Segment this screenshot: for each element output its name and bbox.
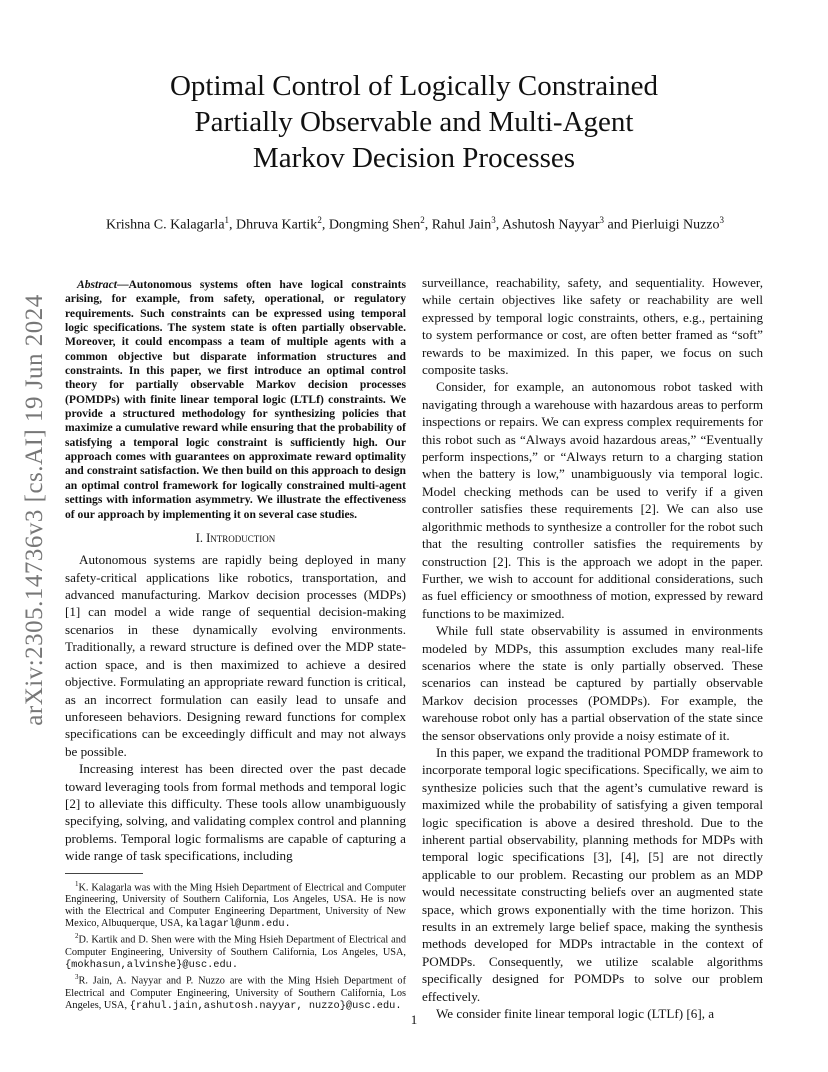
abstract [65,278,406,522]
paper-title [64,68,764,176]
body-paragraph: Autonomous systems are rapidly being deployed in many safety-critical applications like robotics, transportation, and advanced manufacturing. Markov decision processes (MDPs) [1] can model a wide range of sequential decision-making scenarios in these dynamically evolving environments. Traditionally, a reward structure is defined over the MDP state-action space, and is then maximized to achieve a desired objective. Formulating an appropriate reward function is critical, as an incorrect formulation can easily lead to unsafe and unforeseen behaviors. Designing reward functions for complex specifications can be exceedingly difficult and may not always be possible. [65,552,406,759]
author-name: Pierluigi Nuzzo [631,217,720,233]
section-heading: I. Introduction [195,530,276,545]
author-name: Dongming Shen [328,217,421,233]
author-affiliation: 3 [599,215,605,225]
footnote-email[interactable]: {mokhasun,alvinshe}@usc.edu. [65,958,239,971]
footnote-mark: 2 [75,932,79,941]
arxiv-stamp [10,294,60,726]
author-affiliation: 2 [317,215,322,225]
footnote-mark: 3 [75,973,79,982]
author-affiliation: 3 [719,215,725,225]
footnote-email[interactable]: {rahul.jain,ashutosh.nayyar, nuzzo}@usc.edu. [129,999,402,1012]
author-affiliation: 1 [224,215,230,225]
author-name: Dhruva Kartik [236,217,318,233]
body-paragraph: While full state observability is assumed in environments modeled by MDPs, this assumption excludes many real-life scenarios where the state is only partially observed. These scenarios can instead be captured by partially observable Markov decision processes (POMDPs). For example, the warehouse robot only has a partial observation of the state since the sensor observations only provide a noisy estimate of it. [422,623,763,743]
footnote-rule [65,873,143,874]
footnote-mark: 1 [75,879,79,888]
footnote-text: D. Kartik and D. Shen were with the Ming Hsieh Department of Electrical and Computer Engineering, University of Southern California, Los Angeles, USA, [65,934,406,958]
abstract-label: Abstract [77,278,117,291]
right-column [422,274,763,1022]
body-paragraph: Consider, for example, an autonomous robot tasked with navigating through a warehouse with hazardous areas to perform inspections or repairs. We can express complex requirements for this robot such as “Always avoid hazardous areas,” “Eventually perform inspections,” or “Always return to a charging station when the battery is low,” unambiguously via temporal logic. Model checking methods can be used to verify if a given controller satisfies these requirements [2]. We can also use algorithmic methods to synthesize a controller for the robot such that the resulting controller satisfies the requirements by construction [2]. This is the approach we adopt in the paper. Further, we wish to account for additional considerations, such as fuel efficiency or smoothness of motion, expressed by reward functions to be maximized. [422,379,763,621]
arxiv-stamp-text: arXiv:2305.14736v3 [cs.AI] 19 Jun 2024 [21,294,48,726]
body-paragraph: In this paper, we expand the traditional POMDP framework to incorporate temporal logic specifications. Specifically, we aim to synthesize policies such that the agent’s cumulative reward is maximized while the probability of satisfying a given temporal logic specification is above a desired threshold. Due to the inherent partial observability, planning methods for MDPs with temporal logic specifications [3], [4], [5] are not directly applicable to our problem. Recasting our problem as an MDP would necessitate constructing beliefs over an augmented state space, which grows exponentially with the time horizon. This results in an extremely large belief space, making the synthesis methods developed for MDPs intractable in the context of POMDPs. Consequently, we utilize scalable algorithms specifically designed for POMDPs to solve our problem effectively. [422,744,763,1004]
footnote-text: R. Jain, A. Nayyar and P. Nuzzo are with the Ming Hsieh Department of Electrical and Computer Engineering, University of Southern California, Los Angeles, USA, [65,975,406,1011]
footnote-text: K. Kalagarla was with the Ming Hsieh Department of Electrical and Computer Engineering, University of Southern California, Los Angeles, USA. He is now with the Electrical and Computer Engineering Department, University of New Mexico, Albuquerque, USA, [65,881,406,930]
page-number: 1 [410,1012,418,1027]
author-affiliation: 2 [420,215,425,225]
body-paragraph: We consider finite linear temporal logic (LTLf) [6], a [436,1006,715,1022]
footnote [65,930,406,971]
left-column [65,278,406,1012]
footnote [65,971,406,1012]
author-name: Krishna C. Kalagarla [105,217,225,233]
abstract-text: —Autonomous systems often have logical constraints arising, for example, from safety, operational, or regulatory requirements. Such constraints can be expressed using temporal logic specifications. The system state is often partially observable. Moreover, it could encompass a team of multiple agents with a common objective but disparate information structures and constraints. In this paper, we first introduce an optimal control theory for partially observable Markov decision processes (POMDPs) with finite linear temporal logic (LTLf) constraints. We provide a structured methodology for synthesizing policies that maximize a cumulative reward while ensuring that the probability of satisfying a temporal logic constraint is sufficiently high. Our approach comes with guarantees on approximate reward optimality and constraint satisfaction. We then build on this approach to design an optimal control framework for logically constrained multi-agent settings with information asymmetry. We illustrate the effectiveness of our approach by implementing it on several case studies. [65,278,406,521]
footnote-email[interactable]: kalagarl@unm.edu. [185,918,291,931]
author-affiliation: 3 [491,215,496,225]
title-line: Optimal Control of Logically Constrained [169,70,659,102]
author-name: Rahul Jain [431,217,492,233]
footnote [65,878,406,931]
author-list: Krishna C. Kalagarla$^1$, Dhruva Kartik$^2$, Dongming Shen$^2$, Rahul Jain$^3$, Ashutosh Nayyar$^3$ and Pierluigi Nuzzo$^3$ [105,215,725,233]
body-paragraph: surveillance, reachability, safety, and sequentiality. However, while certain objectives like safety or reachability are well expressed by temporal logic constraints, others, e.g., pertaining to system performance or cost, are often better framed as “soft” rewards to be maximized. In this paper, we focus on such composite tasks. [422,275,763,378]
title-line: Partially Observable and Multi-Agent [194,106,634,138]
body-paragraph: Increasing interest has been directed over the past decade toward leveraging tools from formal methods and temporal logic [2] to alleviate this difficulty. These tools allow unambiguously specifying, solving, and validating complex control and planning problems. Temporal logic formalisms are capable of capturing a wide range of task specifications, including [65,761,406,864]
title-line: Markov Decision Processes [252,142,576,174]
author-name: Ashutosh Nayyar [501,217,600,233]
